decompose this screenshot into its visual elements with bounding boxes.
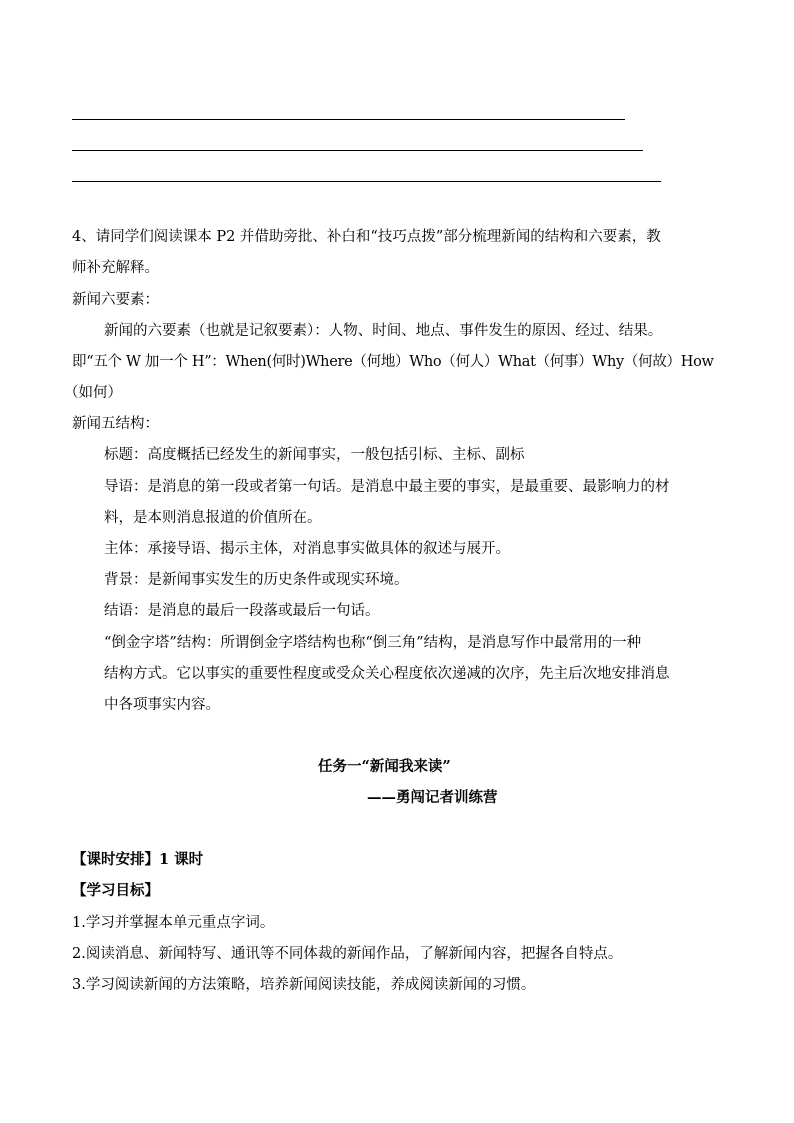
goals-label: 【学习目标】	[72, 882, 159, 899]
answer-blank-line-2	[72, 150, 643, 151]
structure-ending-line: 结语：是消息的最后一段落或最后一句话。	[104, 603, 380, 619]
pyramid-line-1: “倒金字塔”结构：所谓倒金字塔结构也称“倒三角”结构，是消息写作中最常用的一种	[104, 635, 642, 651]
six-elements-line-3: （如何）	[64, 385, 122, 401]
pyramid-line-2: 结构方式。它以事实的重要性程度或受众关心程度依次递减的次序，先主后次地安排消息	[104, 666, 670, 682]
pyramid-line-3: 中各项事实内容。	[104, 697, 220, 713]
goal-item-2: 2.阅读消息、新闻特写、通讯等不同体裁的新闻作品，了解新闻内容，把握各自特点。	[72, 946, 623, 962]
answer-blank-line-1	[72, 119, 625, 120]
task-subtitle: ——勇闯记者训练营	[367, 789, 498, 806]
goal-item-1: 1.学习并掌握本单元重点字词。	[72, 915, 275, 931]
structure-background-line: 背景：是新闻事实发生的历史条件或现实环境。	[104, 572, 409, 588]
structure-lead-line-2: 料，是本则消息报道的价值所在。	[104, 510, 322, 526]
structure-lead-line-1: 导语：是消息的第一段或者第一句话。是消息中最主要的事实，是最重要、最影响力的材	[104, 479, 670, 495]
structure-body-line: 主体：承接导语、揭示主体，对消息事实做具体的叙述与展开。	[104, 541, 510, 557]
answer-blank-line-3	[72, 181, 661, 182]
five-structures-heading: 新闻五结构：	[72, 416, 159, 432]
six-elements-line-2: 即“五个 W 加一个 H”：When(何时)Where（何地）Who（何人）What（何事）Why（何故）How	[72, 354, 714, 370]
six-elements-heading: 新闻六要素：	[72, 292, 159, 308]
schedule-label: 【课时安排】1 课时	[72, 851, 204, 868]
structure-title-line: 标题：高度概括已经发生的新闻事实，一般包括引标、主标、副标	[104, 447, 525, 463]
goal-item-3: 3.学习阅读新闻的方法策略，培养新闻阅读技能，养成阅读新闻的习惯。	[72, 977, 536, 993]
six-elements-line-1: 新闻的六要素（也就是记叙要素）：人物、时间、地点、事件发生的原因、经过、结果。	[104, 323, 663, 339]
question-4-line-2: 师补充解释。	[72, 260, 159, 276]
question-4-line-1: 4、请同学们阅读课本 P2 并借助旁批、补白和“技巧点拨”部分梳理新闻的结构和六要素，教	[72, 229, 661, 245]
task-title: 任务一“新闻我来读”	[318, 758, 451, 775]
